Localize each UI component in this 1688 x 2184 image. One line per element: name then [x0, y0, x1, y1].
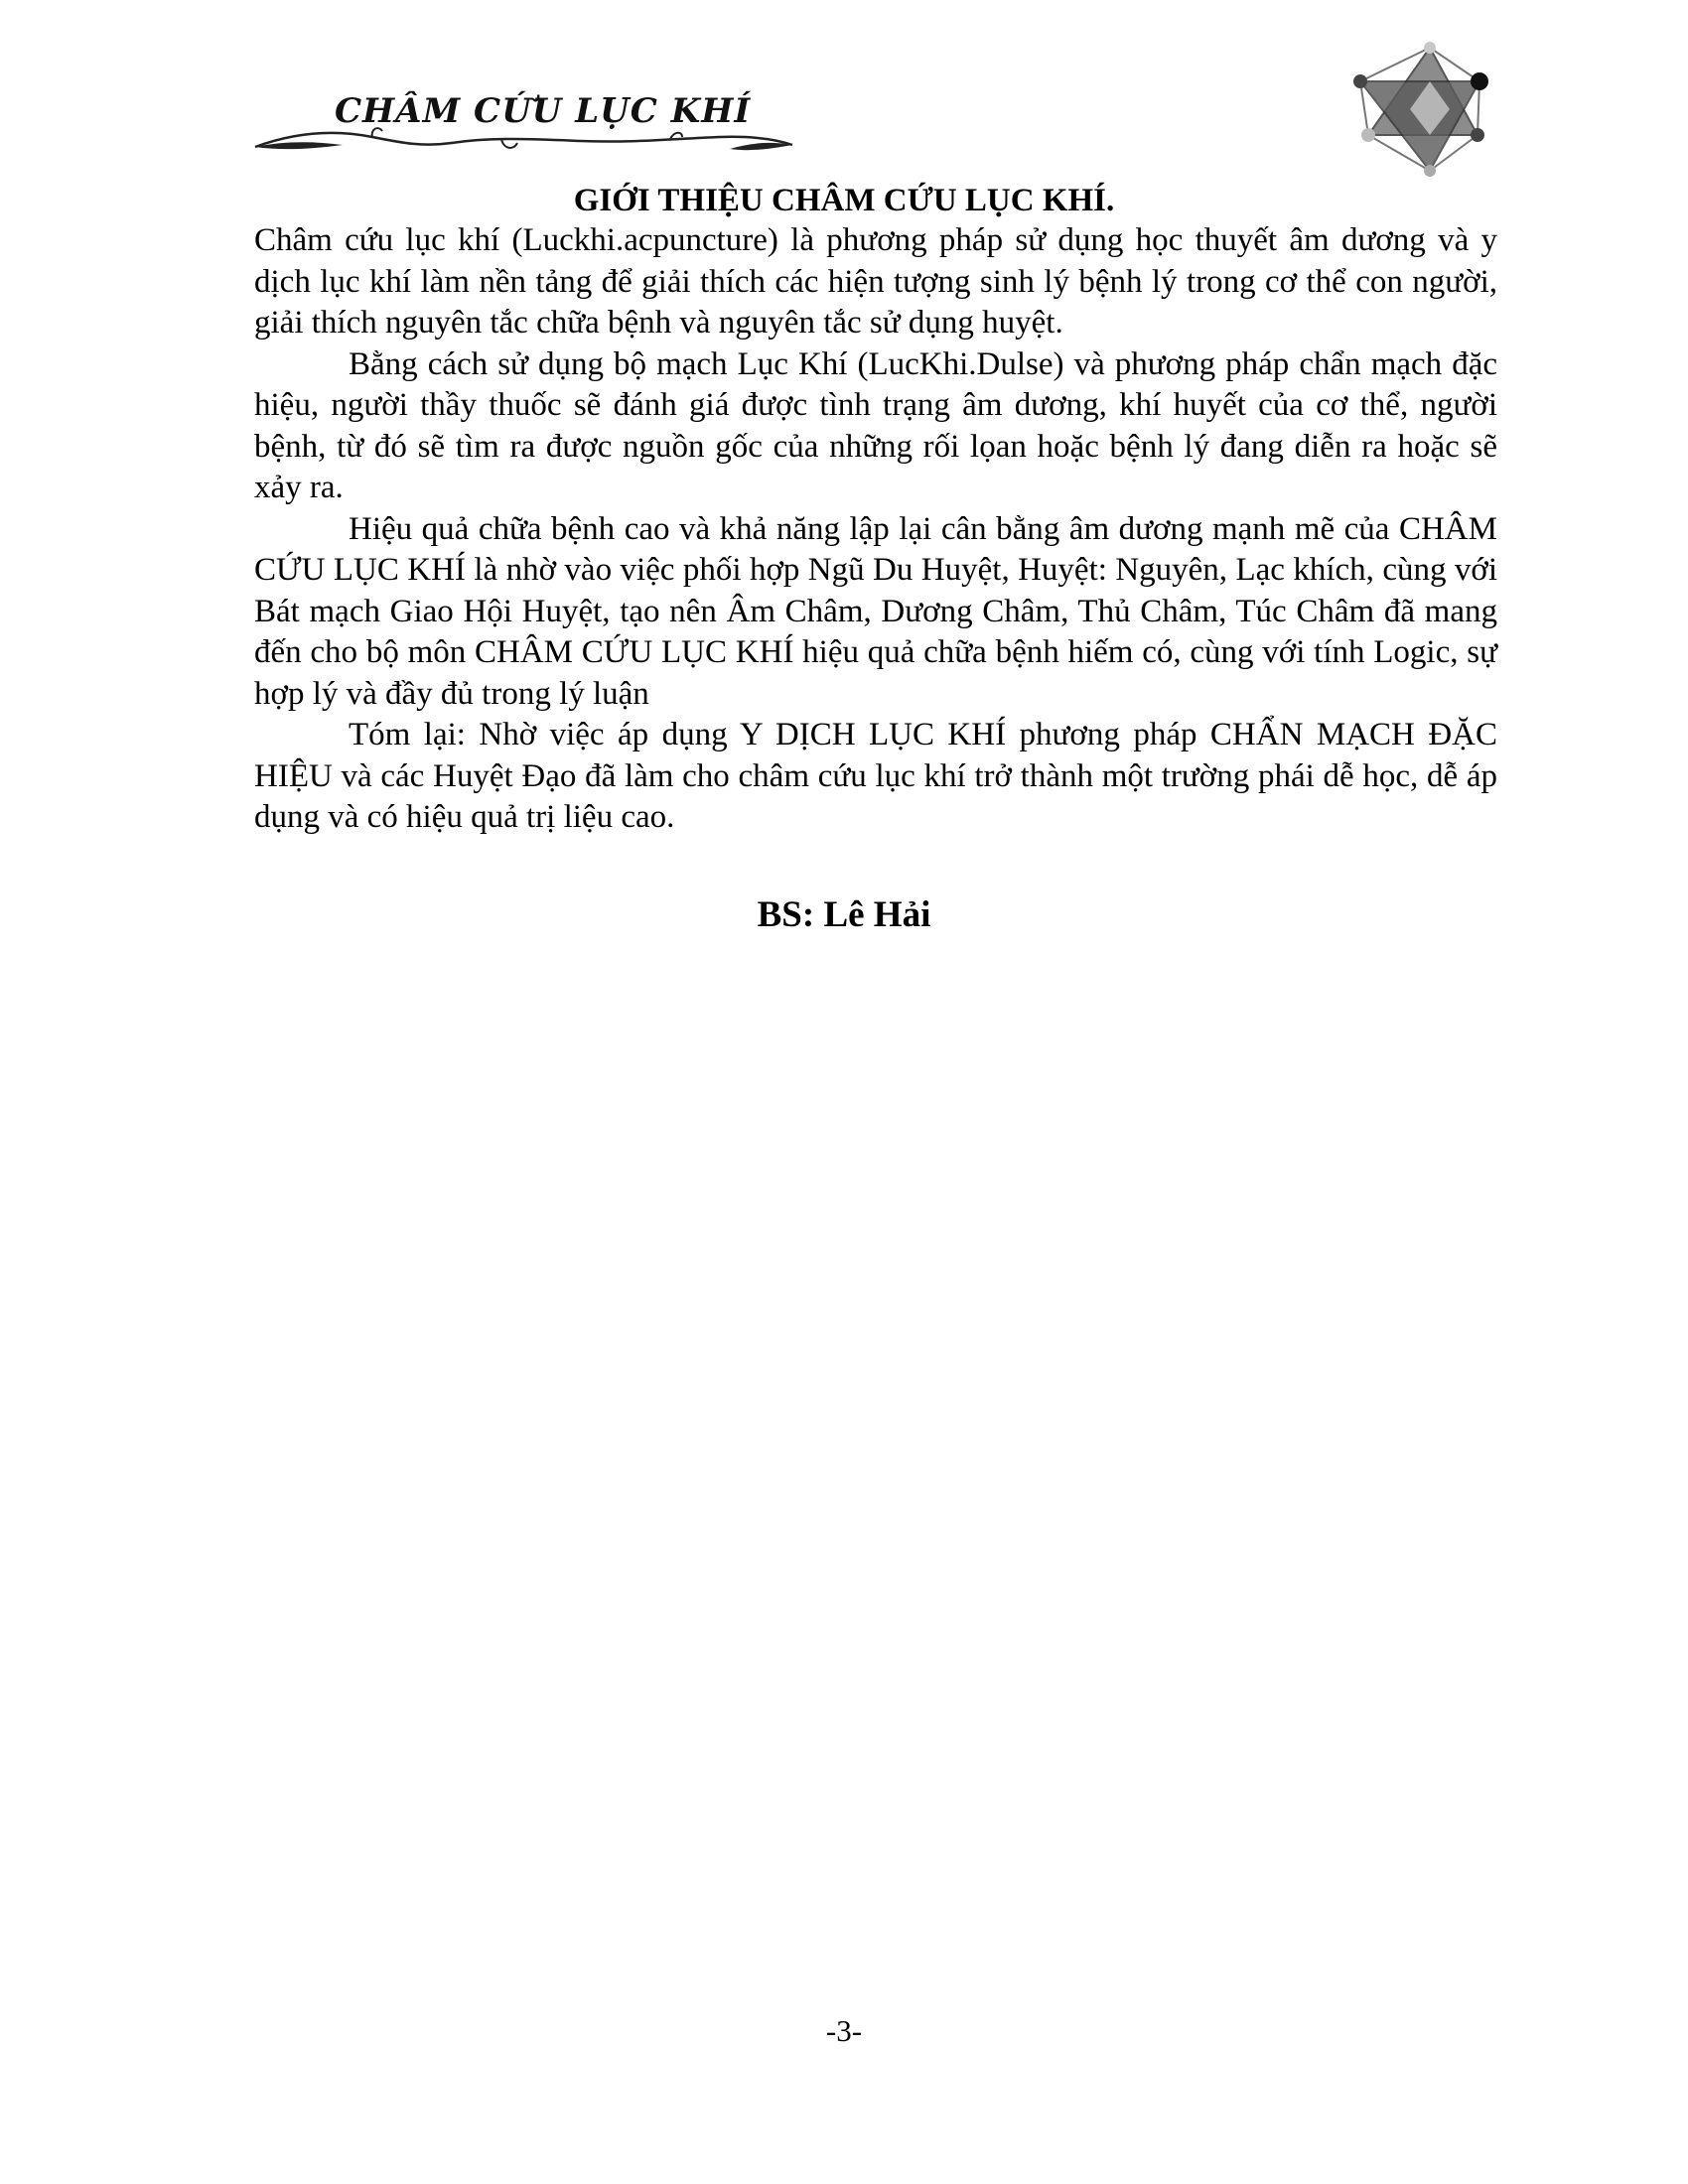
- decorative-flourish-icon: [253, 119, 794, 159]
- paragraph-summary: Tóm lại: Nhờ việc áp dụng Y DỊCH LỤC KHÍ phương pháp CHẨN MẠCH ĐẶC HIỆU và các Huyệt Đạo đã làm cho châm cứu lục khí trở thành một trường phái dễ học, dễ áp dụng và có hiệu quả trị liệu cao.: [254, 717, 1497, 835]
- author-signature: BS: Lê Hải: [757, 894, 931, 935]
- page-number: -3-: [825, 2013, 863, 2048]
- page-header: [253, 79, 809, 159]
- star-of-david-molecule-icon: [1340, 40, 1499, 184]
- paragraph-pulse-diagnosis: Bằng cách sử dụng bộ mạch Lục Khí (LucKhi.Dulse) và phương pháp chẩn mạch đặc hiệu, người thầy thuốc sẽ đánh giá được tình trạng âm dương, khí huyết của cơ thể, người bệnh, từ đó sẽ tìm ra được nguồn gốc của những rối lọan hoặc bệnh lý đang diễn ra hoặc sẽ xảy ra.: [254, 345, 1497, 505]
- document-title: GIỚI THIỆU CHÂM CỨU LỤC KHÍ.: [573, 183, 1115, 218]
- paragraph-effectiveness: Hiệu quả chữa bệnh cao và khả năng lập lại cân bằng âm dương mạnh mẽ của CHÂM CỨU LỤC KHÍ là nhờ vào việc phối hợp Ngũ Du Huyệt, Huyệt: Nguyên, Lạc khích, cùng với Bát mạch Giao Hội Huyệt, tạo nên Âm Châm, Dương Châm, Thủ Châm, Túc Châm đã mang đến cho bộ môn CHÂM CỨU LỤC KHÍ hiệu quả chữa bệnh hiếm có, cùng với tính Logic, sự hợp lý và đầy đủ trong lý luận: [254, 510, 1497, 712]
- document-body: [254, 220, 1497, 839]
- header-title: CHÂM CỨU LỤC KHÍ: [335, 91, 752, 131]
- paragraph-intro: Châm cứu lục khí (Luckhi.acpuncture) là phương pháp sử dụng học thuyết âm dương và y dịch lục khí làm nền tảng để giải thích các hiện tượng sinh lý bệnh lý trong cơ thể con người, giải thích nguyên tắc chữa bệnh và nguyên tắc sử dụng huyệt.: [254, 222, 1497, 341]
